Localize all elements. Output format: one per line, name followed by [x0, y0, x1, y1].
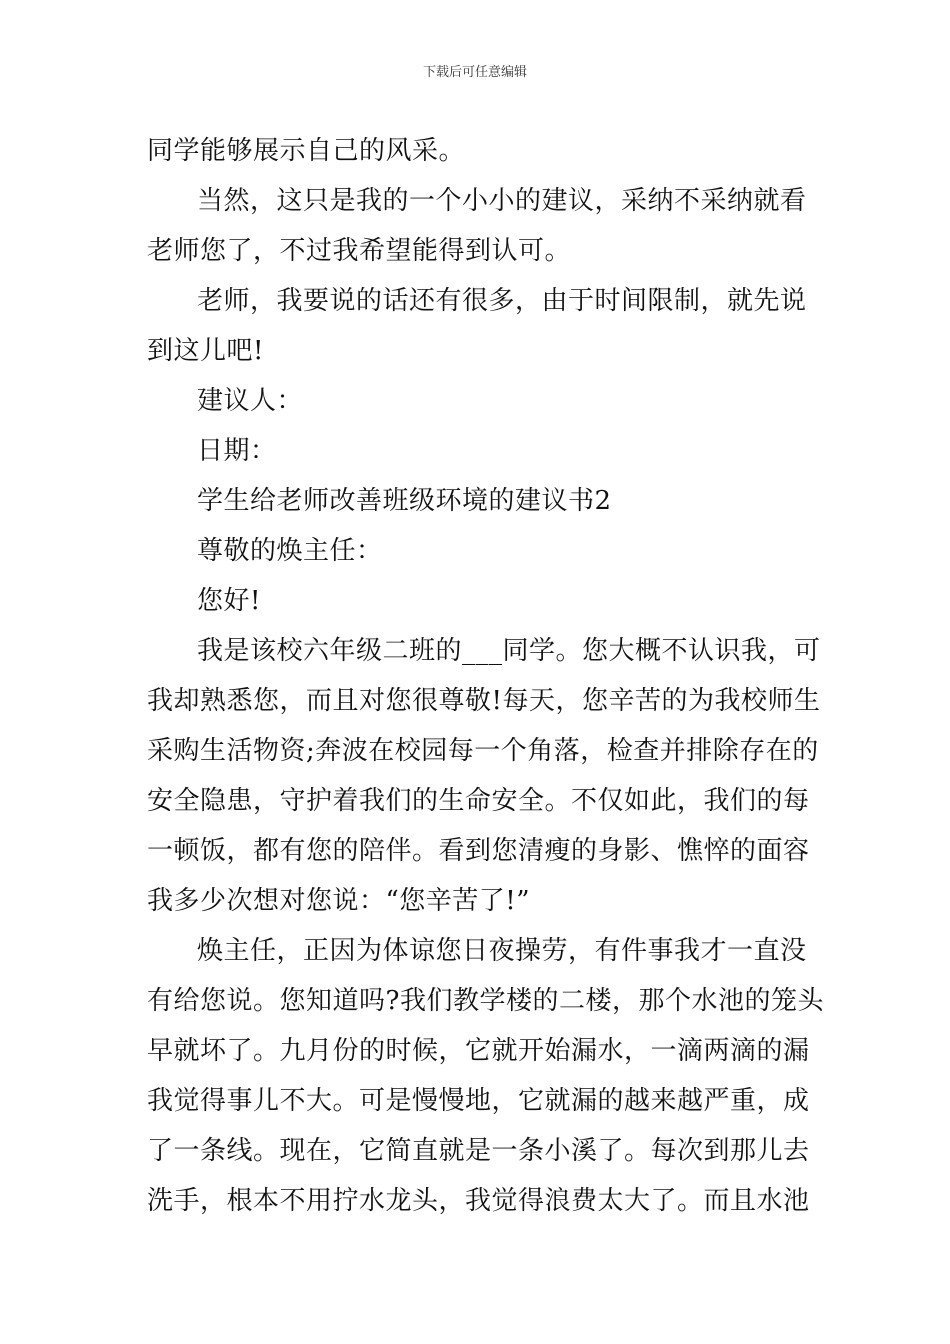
text-line: 采购生活物资;奔波在校园每一个角落，检查并排除存在的 — [147, 736, 819, 766]
text-line: 我却熟悉您，而且对您很尊敬!每天，您辛苦的为我校师生 — [147, 686, 821, 716]
text-line: 日期： — [197, 436, 277, 466]
text-line: 一顿饭，都有您的陪伴。看到您清瘦的身影、憔悴的面容 — [147, 836, 810, 866]
text-line: 焕主任，正因为体谅您日夜操劳，有件事我才一直没 — [197, 936, 807, 966]
text-line: 老师，我要说的话还有很多，由于时间限制，就先说 — [197, 286, 807, 316]
text-line: 有给您说。您知道吗?我们教学楼的二楼，那个水池的笼头 — [147, 986, 824, 1016]
page-header: 下载后可任意编辑 — [422, 65, 527, 80]
text-line: 了一条线。现在，它简直就是一条小溪了。每次到那儿去 — [147, 1136, 810, 1166]
text-line: 安全隐患，守护着我们的生命安全。不仅如此，我们的每 — [147, 786, 810, 816]
document-body — [147, 126, 824, 1226]
salutation: 尊敬的焕主任： — [197, 536, 383, 566]
text-line: 建议人： — [197, 386, 304, 416]
text-line: 到这儿吧! — [147, 336, 264, 366]
greeting: 您好! — [197, 586, 261, 616]
text-line: 早就坏了。九月份的时候，它就开始漏水，一滴两滴的漏 — [147, 1036, 810, 1066]
text-line: 我是该校六年级二班的___同学。您大概不认识我，可 — [197, 636, 821, 666]
text-line: 当然，这只是我的一个小小的建议，采纳不采纳就看 — [197, 186, 807, 216]
text-line: 我多少次想对您说：“您辛苦了!” — [147, 886, 531, 916]
text-line: 洗手，根本不用拧水龙头，我觉得浪费太大了。而且水池 — [147, 1186, 810, 1216]
text-line: 同学能够展示自己的风采。 — [147, 136, 466, 166]
text-line: 我觉得事儿不大。可是慢慢地，它就漏的越来越严重，成 — [147, 1086, 810, 1116]
section-title: 学生给老师改善班级环境的建议书2 — [197, 486, 612, 516]
text-line: 老师您了，不过我希望能得到认可。 — [147, 236, 572, 266]
